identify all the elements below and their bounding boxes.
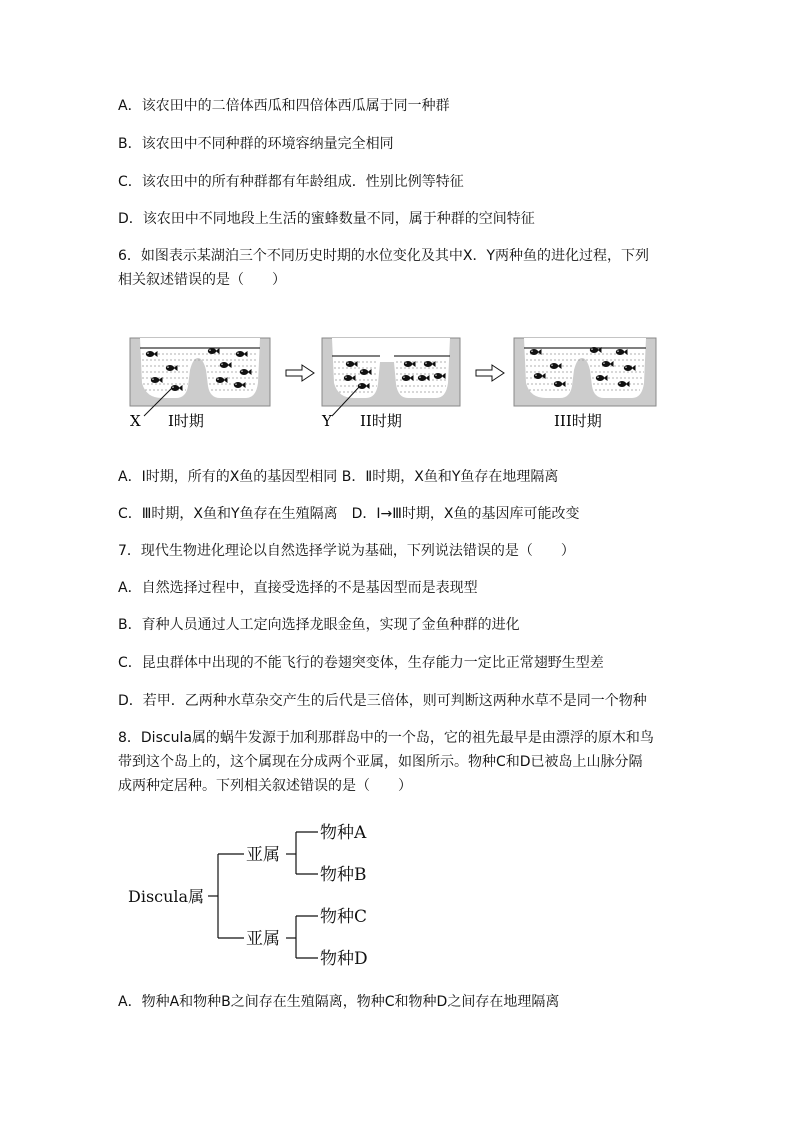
q8-stem-line2: 带到这个岛上的，这个属现在分成两个亚属，如图所示。物种C和D已被岛上山脉分隔 [118, 754, 643, 770]
q5-option-d: D．该农田中不同地段上生活的蜜蜂数量不同，属于种群的空间特征 [118, 211, 535, 227]
lake-periods-figure [120, 328, 670, 436]
q7-option-a: A．自然选择过程中，直接受选择的不是基因型而是表现型 [118, 580, 478, 596]
q5-option-c: C．该农田中的所有种群都有年龄组成．性别比例等特征 [118, 174, 464, 190]
tree-species-a: 物种A [320, 823, 367, 843]
label-period-3: III时期 [554, 412, 602, 430]
q7-option-c: C．昆虫群体中出现的不能飞行的卷翅突变体，生存能力一定比正常翅野生型差 [118, 655, 604, 671]
basin-period-3 [514, 338, 656, 406]
q8-stem-line3: 成两种定居种。下列相关叙述错误的是（ ） [118, 778, 412, 794]
label-y: Y [322, 412, 332, 430]
q6-stem-line2: 相关叙述错误的是（ ） [118, 272, 286, 288]
tree-subgenus-1: 亚属 [246, 845, 280, 865]
basin-period-1 [130, 338, 270, 416]
q6-options-cd: C．Ⅲ时期，X鱼和Y鱼存在生殖隔离 D．Ⅰ→Ⅲ时期，X鱼的基因库可能改变 [118, 506, 580, 522]
q5-option-b: B．该农田中不同种群的环境容纳量完全相同 [118, 136, 394, 152]
discula-tree-diagram [120, 818, 390, 970]
q6-options-ab: A．Ⅰ时期，所有的X鱼的基因型相同 B．Ⅱ时期，X鱼和Y鱼存在地理隔离 [118, 469, 559, 485]
label-period-1: I时期 [168, 412, 204, 430]
q8-option-a: A．物种A和物种B之间存在生殖隔离，物种C和物种D之间存在地理隔离 [118, 994, 560, 1010]
q7-option-d: D．若甲．乙两种水草杂交产生的后代是三倍体，则可判断这两种水草不是同一个物种 [118, 693, 647, 709]
label-x: X [130, 412, 141, 430]
arrow-icon [476, 365, 504, 381]
tree-species-c: 物种C [320, 907, 368, 927]
tree-species-d: 物种D [320, 949, 368, 969]
q5-option-a: A．该农田中的二倍体西瓜和四倍体西瓜属于同一种群 [118, 98, 450, 114]
label-period-2: II时期 [360, 412, 402, 430]
q7-option-b: B．育种人员通过人工定向选择龙眼金鱼，实现了金鱼种群的进化 [118, 617, 520, 633]
q6-stem-line1: 6．如图表示某湖泊三个不同历史时期的水位变化及其中X．Y两种鱼的进化过程，下列 [118, 248, 650, 264]
tree-root-label: Discula属 [128, 887, 205, 906]
tree-subgenus-2: 亚属 [246, 929, 280, 949]
q7-stem: 7．现代生物进化理论以自然选择学说为基础，下列说法错误的是（ ） [118, 543, 575, 559]
basin-period-2 [322, 338, 460, 416]
arrow-icon [286, 365, 314, 381]
tree-species-b: 物种B [320, 865, 367, 885]
q8-stem-line1: 8．Discula属的蜗牛发源于加利那群岛中的一个岛，它的祖先最早是由漂浮的原木和鸟 [118, 730, 654, 746]
